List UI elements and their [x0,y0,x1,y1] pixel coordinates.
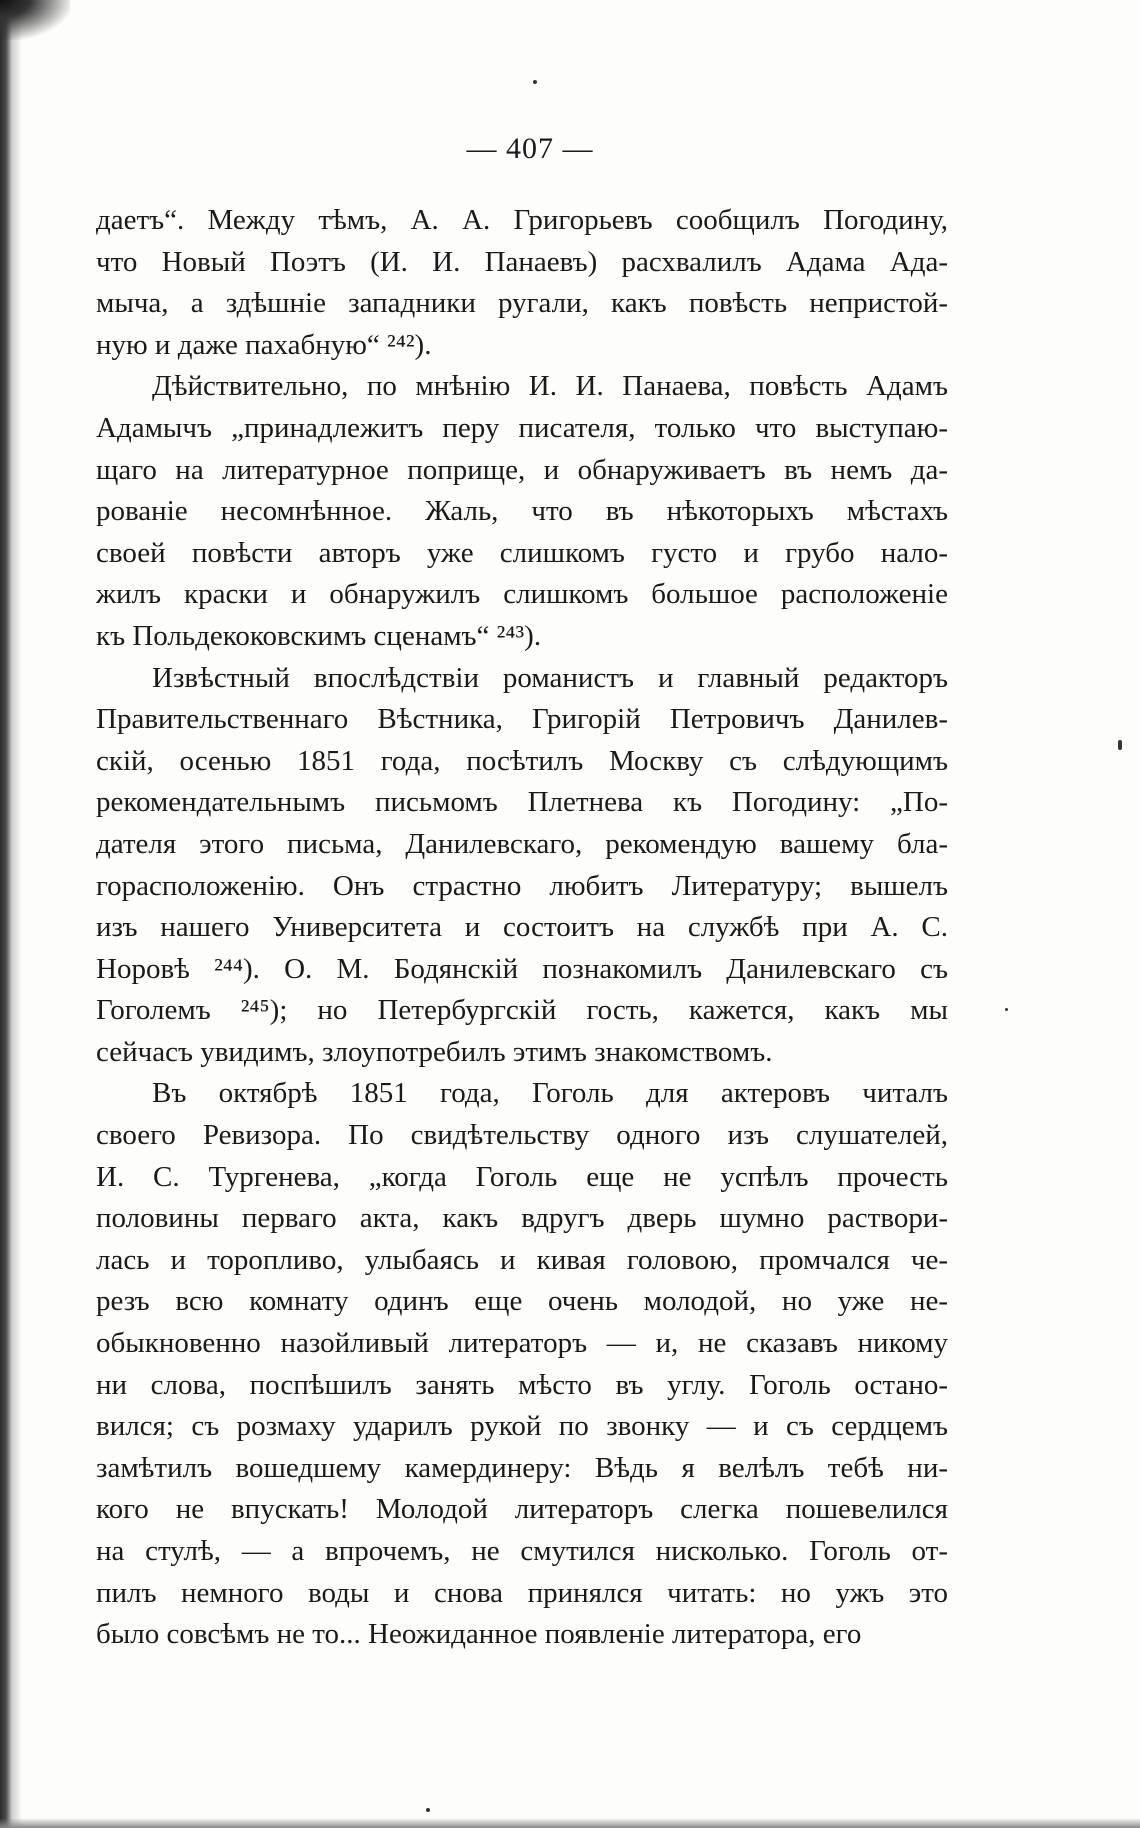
text-line: ни слова, поспѣшилъ занять мѣсто въ углу. Гоголь остано- [96,1368,948,1401]
paragraph [96,200,948,366]
body-text [96,200,948,1656]
page-bottom-edge [0,1818,1140,1828]
text-line: обыкновенно назойливый литераторъ — и, не сказавъ никому [96,1327,948,1360]
page-edge-shadow [0,0,22,1828]
text-line: Правительственнаго Вѣстника, Григорій Петровичъ Данилев- [96,703,948,736]
text-line: И. С. Тургенева, „когда Гоголь еще не успѣлъ прочесть [96,1160,948,1193]
text-line: было совсѣмъ не то... Неожиданное появленіе литератора, его [96,1618,862,1651]
text-line: резъ всю комнату одинъ еще очень молодой, но уже не- [96,1285,948,1318]
text-line: дателя этого письма, Данилевскаго, рекомендую вашему бла- [96,827,948,860]
text-line: ную и даже пахабную“ ²⁴²). [96,328,432,361]
text-line: рованіе несомнѣнное. Жаль, что въ нѣкоторыхъ мѣстахъ [96,495,948,528]
text-line: лась и торопливо, улыбаясь и кивая головою, промчался че- [96,1243,948,1276]
ink-speck [1118,740,1122,750]
text-line: щаго на литературное поприще, и обнаруживаетъ въ немъ да- [96,453,948,486]
text-line: кого не впускать! Молодой литераторъ слегка пошевелился [96,1493,948,1526]
text-line: на стулѣ, — а впрочемъ, не смутился нисколько. Гоголь от- [96,1535,948,1567]
text-line: своего Ревизора. По свидѣтельству одного изъ слушателей, [96,1119,948,1152]
text-line: своей повѣсти авторъ уже слишкомъ густо и грубо нало- [96,536,948,569]
text-line: жилъ краски и обнаружилъ слишкомъ большое расположеніе [96,578,948,611]
text-line: Гоголемъ ²⁴⁵); но Петербургскій гость, кажется, какъ мы [96,994,948,1027]
text-line: вился; съ розмаху ударилъ рукой по звонку — и съ сердцемъ [96,1410,948,1443]
text-line: мыча, а здѣшніе западники ругали, какъ повѣсть непристой- [96,287,948,320]
paragraph [96,658,948,1074]
text-line: Въ октябрѣ 1851 года, Гоголь для актеровъ читалъ [152,1077,948,1110]
text-line: Дѣйствительно, по мнѣнію И. И. Панаева, повѣсть Адамъ [152,370,948,403]
text-line: Адамычъ „принадлежитъ перу писателя, только что выступаю- [96,411,948,444]
text-line: половины перваго акта, какъ вдругъ дверь шумно раствори- [96,1202,948,1235]
text-line: пилъ немного воды и снова принялся читать: но ужъ это [96,1576,948,1609]
ink-speck [533,80,537,84]
text-line: горасположенію. Онъ страстно любитъ Литературу; вышелъ [96,869,948,902]
text-line: скій, осенью 1851 года, посѣтилъ Москву съ слѣдующимъ [96,744,948,777]
text-line: даетъ“. Между тѣмъ, А. А. Григорьевъ сообщилъ Погодину, [96,204,948,236]
text-line: изъ нашего Университета и состоитъ на службѣ при А. С. [96,911,948,944]
text-line: рекомендательнымъ письмомъ Плетнева къ Погодину: „По- [96,786,948,819]
text-line: Норовѣ ²⁴⁴). О. М. Бодянскій познакомилъ Данилевскаго съ [96,952,948,985]
text-line: замѣтилъ вошедшему камердинеру: Вѣдь я велѣлъ тебѣ ни- [96,1451,948,1484]
ink-speck [1005,1008,1008,1011]
paragraph [96,1073,948,1655]
paragraph [96,366,948,657]
page-corner-shadow [0,0,70,40]
text-line: сейчасъ увидимъ, злоупотребилъ этимъ знакомствомъ. [96,1035,773,1068]
page-number: — 407 — [466,132,594,165]
text-line: къ Польдекоковскимъ сценамъ“ ²⁴³). [96,619,542,652]
text-line: что Новый Поэтъ (И. И. Панаевъ) расхвалилъ Адама Ада- [96,245,948,278]
text-line: Извѣстный впослѣдствіи романистъ и главный редакторъ [152,661,948,694]
ink-speck [426,1808,430,1812]
